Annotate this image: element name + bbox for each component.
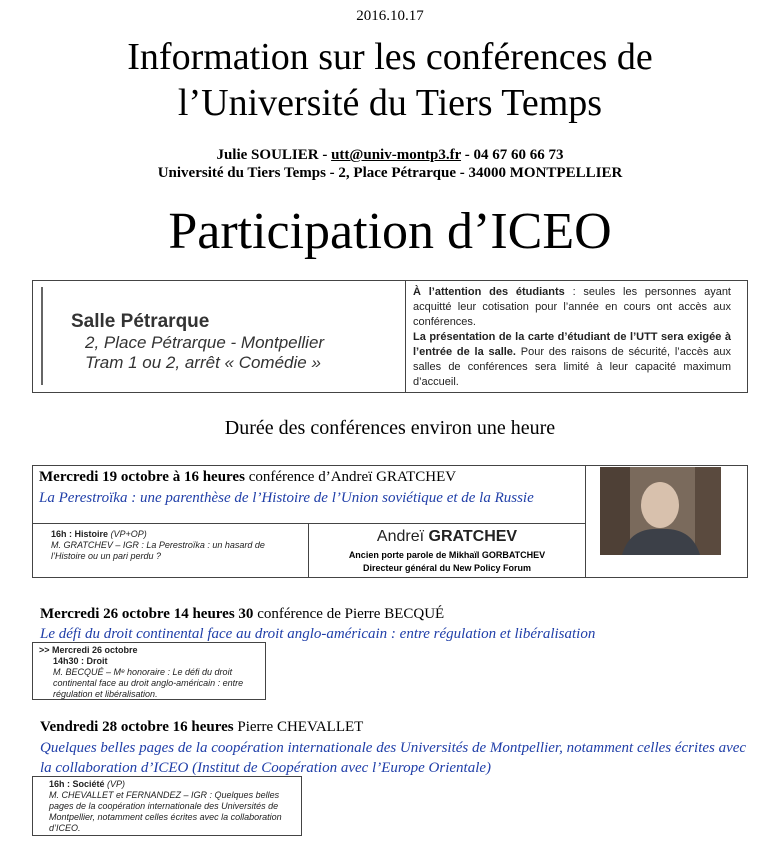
conference-1-date: Mercredi 19 octobre à 16 heures: [39, 469, 245, 485]
program-body: M. BECQUÉ – Mᵉ honoraire : Le défi du droit continental face au droit anglo-américain : entre régulation et libéralisation.: [53, 667, 244, 699]
page-heading: Participation d’ICEO: [168, 203, 612, 260]
duration-note: Durée des conférences environ une heure: [224, 417, 556, 439]
program-body: M. GRATCHEV – IGR : La Perestroïka : un hasard de l’Histoire ou un pari perdu ?: [51, 540, 265, 561]
venue-name: Salle Pétrarque: [71, 311, 210, 332]
venue-tram: Tram 1 ou 2, arrêt « Comédie »: [85, 353, 321, 372]
conference-1-speaker: conférence d’Andreï GRATCHEV: [244, 469, 457, 485]
notice-bold-2: La présentation de la carte d’étudiant de l’UTT sera exigée à l’entrée de la salle.: [413, 331, 731, 358]
program-date: >> Mercredi 26 octobre: [39, 645, 138, 655]
notice-text-1: : seules les personnes ayant acquitté leur cotisation pour l’année en cours ont accès aux conférences.: [413, 286, 731, 328]
title-line-2: l’Université du Tiers Temps: [177, 82, 603, 124]
conference-3-speaker: Pierre CHEVALLET: [233, 719, 364, 735]
conference-3-topic: Quelques belles pages de la coopération internationale des Universités de Montpellier, notamment celles écrites avec la collaboration d’ICEO (Institut de Coopération avec l’Europe Orientale): [40, 740, 747, 776]
contact-line: [0, 146, 780, 164]
conference-2-header: [40, 606, 444, 623]
conference-3-program: [32, 776, 302, 836]
document-date: 2016.10.17: [356, 8, 424, 24]
conference-3-date: Vendredi 28 octobre 16 heures: [40, 719, 234, 735]
contact-phone: - 04 67 60 66 73: [461, 147, 564, 163]
conference-1-header: [39, 469, 456, 486]
conference-3-header: [40, 719, 363, 736]
program-tag: (VP): [104, 779, 126, 789]
notice-text-2: Pour des raisons de sécurité, l’accès aux salles de conférences sera limité à leur capacité maximum d’accueil.: [413, 346, 731, 388]
student-notice: [413, 285, 731, 390]
speaker-bio: [309, 528, 585, 575]
conference-1-program: [51, 529, 301, 562]
divider: [33, 523, 585, 524]
conference-2-speaker: conférence de Pierre BECQUÉ: [253, 606, 445, 622]
speaker-role-1: Ancien porte parole de Mikhaïl GORBATCHEV: [348, 550, 546, 560]
program-head: 16h : Histoire: [51, 529, 109, 539]
contact-email-link[interactable]: utt@univ-montp3.fr: [331, 147, 462, 163]
speaker-photo: [600, 467, 721, 555]
contact-name: Julie SOULIER -: [216, 147, 332, 163]
title-line-1: Information sur les conférences de: [127, 36, 653, 78]
divider: [585, 466, 586, 577]
conference-2-program: [32, 642, 266, 700]
program-head: 16h : Société: [49, 779, 105, 789]
contact-address: Université du Tiers Temps - 2, Place Pétrarque - 34000 MONTPELLIER: [157, 165, 623, 181]
conference-2-topic: Le défi du droit continental face au droit anglo-américain : entre régulation et libéralisation: [40, 626, 596, 642]
conference-1-topic: La Perestroïka : une parenthèse de l’Histoire de l’Union soviétique et de la Russie: [39, 490, 534, 506]
program-head: 14h30 : Droit: [53, 656, 108, 666]
venue-address: 2, Place Pétrarque - Montpellier: [85, 333, 325, 352]
venue-panel: [33, 281, 406, 392]
conference-2-date: Mercredi 26 octobre 14 heures 30: [40, 606, 254, 622]
venue-accent-bar: [41, 287, 43, 385]
speaker-name: Andreï GRATCHEV: [376, 528, 518, 545]
venue-notice-box: [32, 280, 748, 393]
notice-bold-1: À l’attention des étudiants: [413, 286, 565, 298]
program-body: M. CHEVALLET et FERNANDEZ – IGR : Quelques belles pages de la coopération internationale des Universités de Montpellier, notamment celles écrites avec la collaboration d’ICEO.: [49, 790, 282, 833]
speaker-role-2: Directeur général du New Policy Forum: [362, 563, 532, 573]
program-tag: (VP+OP): [108, 529, 147, 539]
